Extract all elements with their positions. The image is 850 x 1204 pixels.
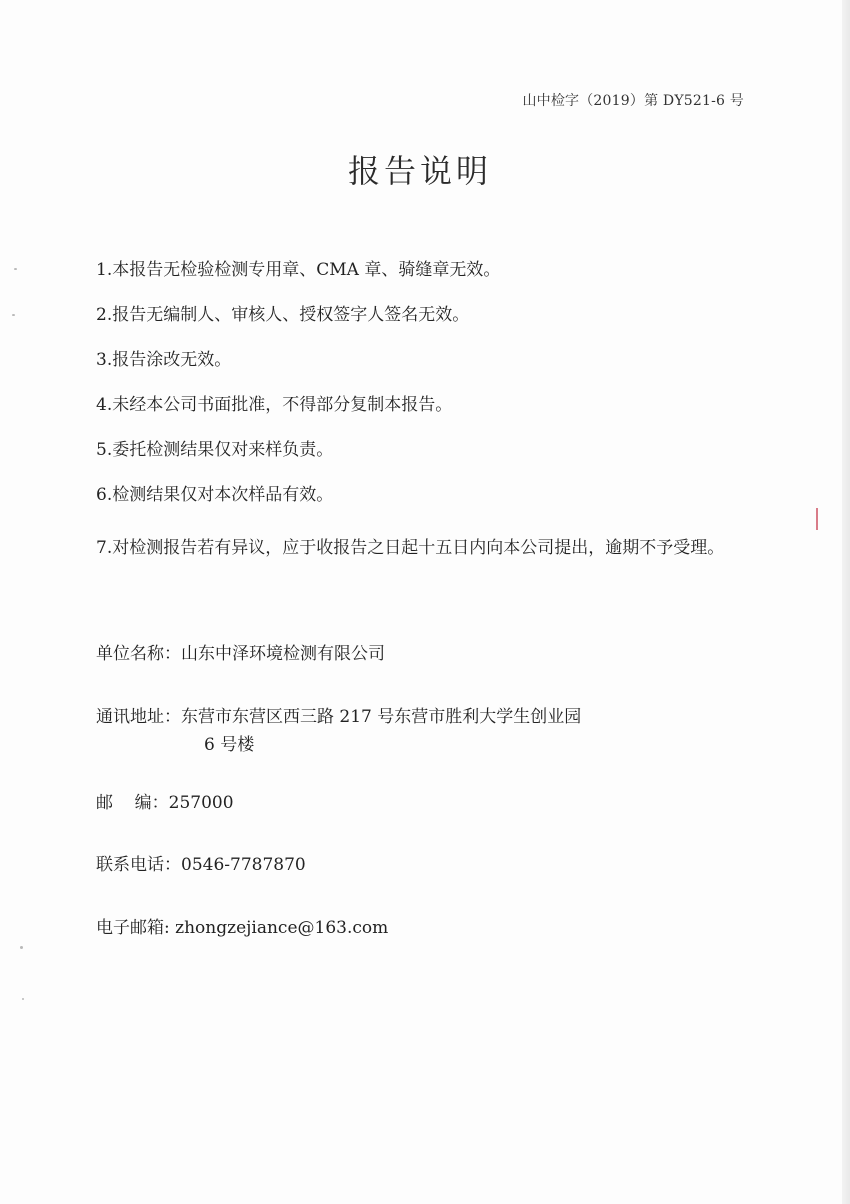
note-item: 1.本报告无检验检测专用章、CMA 章、骑缝章无效。 bbox=[96, 260, 501, 280]
note-item: 2.报告无编制人、审核人、授权签字人签名无效。 bbox=[96, 305, 470, 325]
scan-edge bbox=[842, 0, 850, 1204]
scan-speck bbox=[20, 946, 23, 949]
scan-speck bbox=[12, 314, 15, 316]
scan-speck bbox=[22, 998, 24, 1000]
address-line-2: 6 号楼 bbox=[204, 735, 255, 755]
phone-row bbox=[96, 851, 306, 879]
postal-label: 邮 编： bbox=[96, 793, 169, 813]
notes-list bbox=[96, 256, 756, 616]
document-number: 山中检字（2019）第 DY521-6 号 bbox=[522, 93, 744, 109]
email-value: zhongzejiance@163.com bbox=[169, 918, 389, 938]
unit-row bbox=[96, 640, 385, 668]
scan-speck bbox=[14, 268, 17, 270]
note-item: 6.检测结果仅对本次样品有效。 bbox=[96, 485, 334, 505]
page-title: 报告说明 bbox=[347, 152, 492, 190]
phone-value: 0546-7787870 bbox=[181, 855, 306, 875]
note-item: 5.委托检测结果仅对来样负责。 bbox=[96, 440, 334, 460]
note-item: 7.对检测报告若有异议，应于收报告之日起十五日内向本公司提出，逾期不予受理。 bbox=[96, 538, 725, 558]
address-line-1: 东营市东营区西三路 217 号东营市胜利大学生创业园 bbox=[181, 707, 582, 727]
unit-label: 单位名称： bbox=[96, 644, 181, 664]
scan-red-mark bbox=[816, 508, 818, 530]
email-row bbox=[96, 914, 388, 942]
address-row bbox=[96, 703, 581, 759]
unit-value: 山东中泽环境检测有限公司 bbox=[181, 644, 385, 664]
address-label: 通讯地址： bbox=[96, 707, 181, 727]
postal-row bbox=[96, 789, 234, 817]
postal-value: 257000 bbox=[168, 793, 234, 813]
note-item: 4.未经本公司书面批准，不得部分复制本报告。 bbox=[96, 395, 453, 415]
email-label: 电子邮箱: bbox=[96, 918, 170, 938]
phone-label: 联系电话： bbox=[96, 855, 181, 875]
note-item: 3.报告涂改无效。 bbox=[96, 350, 232, 370]
